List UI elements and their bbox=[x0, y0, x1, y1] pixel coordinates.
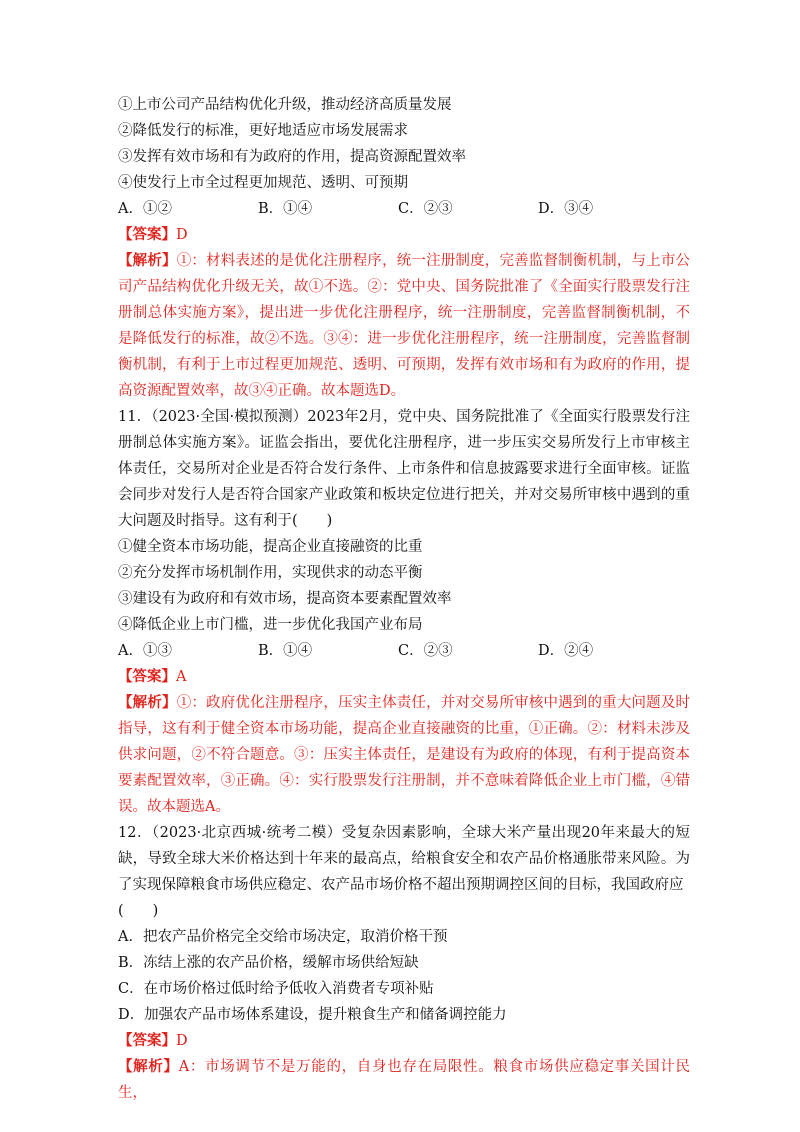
q10-option-d: D．③④ bbox=[538, 201, 594, 217]
q12-stem: 12．（2023·北京西城·统考二模）受复杂因素影响，全球大米产量出现20年来最大的短缺，导致全球大米价格达到十年来的最高点，给粮食安全和农产品价格通胀带来风险。为了实现保障粮食市场供应稳定、农产品市场价格不超出预期调控区间的目标，我国政府应 bbox=[118, 825, 690, 893]
q11-item-3: ③建设有为政府和有效市场，提高资本要素配置效率 bbox=[118, 591, 452, 607]
q10-option-b: B．①④ bbox=[258, 201, 313, 217]
q11-options bbox=[118, 638, 690, 664]
q12-option-a: A．把农产品价格完全交给市场决定，取消价格干预 bbox=[118, 929, 448, 945]
q11-option-c: C．②③ bbox=[398, 643, 453, 659]
q11-items bbox=[118, 534, 690, 638]
q10-analysis-tag: 【解析】 bbox=[118, 252, 177, 269]
q12-option-c: C．在市场价格过低时给予低收入消费者专项补贴 bbox=[118, 981, 434, 997]
q10-analysis bbox=[118, 248, 690, 404]
q12-analysis-tag: 【解析】 bbox=[118, 1058, 179, 1075]
q10-item-1: ①上市公司产品结构优化升级，推动经济高质量发展 bbox=[118, 97, 452, 113]
q10-option-a: A．①② bbox=[118, 201, 172, 217]
q11-item-1: ①健全资本市场功能，提高企业直接融资的比重 bbox=[118, 539, 423, 555]
q11-answer-value: A bbox=[176, 669, 187, 685]
q11-analysis-tag: 【解析】 bbox=[118, 694, 177, 711]
q12-analysis bbox=[118, 1054, 690, 1106]
q12-options bbox=[118, 924, 690, 1028]
q11-option-b: B．①④ bbox=[258, 643, 313, 659]
q11-option-a: A．①③ bbox=[118, 643, 172, 659]
q10-options bbox=[118, 196, 690, 222]
q11-answer-tag: 【答案】 bbox=[118, 668, 176, 685]
q11-answer bbox=[118, 664, 690, 690]
q12-blank: ( ) bbox=[118, 903, 159, 919]
q10-answer-tag: 【答案】 bbox=[118, 226, 176, 243]
page-content bbox=[118, 92, 690, 1106]
q11-analysis bbox=[118, 690, 690, 820]
q10-item-2: ②降低发行的标准，更好地适应市场发展需求 bbox=[118, 123, 408, 139]
q10-answer bbox=[118, 222, 690, 248]
q11-item-4: ④降低企业上市门槛，进一步优化我国产业布局 bbox=[118, 617, 423, 633]
q10-answer-value: D bbox=[176, 227, 188, 243]
q10-items bbox=[118, 92, 690, 196]
q12-answer bbox=[118, 1028, 690, 1054]
q12-option-b: B．冻结上涨的农产品价格，缓解市场供给短缺 bbox=[118, 955, 419, 971]
q10-analysis-text: ①：材料表述的是优化注册程序，统一注册制度，完善监督制衡机制，与上市公司产品结构优化升级无关，故①不选。②：党中央、国务院批准了《全面实行股票发行注册制总体实施方案》，提出进一步优化注册程序，统一注册制度，完善监督制衡机制，不是降低发行的标准，故②不选。③④：进一步优化注册程序，统一注册制度，完善监督制衡机制，有利于上市过程更加规范、透明、可预期，发挥有效市场和有为政府的作用，提高资源配置效率，故③④正确。故本题选D。 bbox=[118, 253, 691, 399]
q10-option-c: C．②③ bbox=[398, 201, 453, 217]
q12-option-d: D．加强农产品市场体系建设，提升粮食生产和储备调控能力 bbox=[118, 1007, 507, 1023]
q11-option-d: D．②④ bbox=[538, 643, 594, 659]
q11-analysis-text: ①：政府优化注册程序，压实主体责任，并对交易所审核中遇到的重大问题及时指导，这有利于健全资本市场功能，提高企业直接融资的比重，①正确。②：材料未涉及供求问题，②不符合题意。③：压实主体责任，是建设有为政府的体现，有利于提高资本要素配置效率，③正确。④：实行股票发行注册制，并不意味着降低企业上市门槛，④错误。故本题选A。 bbox=[118, 695, 691, 815]
q11-stem: 11．（2023·全国·模拟预测）2023年2月，党中央、国务院批准了《全面实行股票发行注册制总体实施方案》。证监会指出，要优化注册程序，进一步压实交易所发行上市审核主体责任，交易所对企业是否符合发行条件、上市条件和信息披露要求进行全面审核。证监会同步对发行人是否符合国家产业政策和板块定位进行把关，并对交易所审核中遇到的重大问题及时指导。这有利于( ) bbox=[118, 409, 690, 529]
q12-answer-tag: 【答案】 bbox=[118, 1032, 176, 1049]
q10-item-4: ④使发行上市全过程更加规范、透明、可预期 bbox=[118, 175, 408, 191]
q11-item-2: ②充分发挥市场机制作用，实现供求的动态平衡 bbox=[118, 565, 423, 581]
q12-answer-value: D bbox=[176, 1033, 188, 1049]
q10-item-3: ③发挥有效市场和有为政府的作用，提高资源配置效率 bbox=[118, 149, 466, 165]
q12-analysis-text: A：市场调节不是万能的，自身也存在局限性。粮食市场供应稳定事关国计民生， bbox=[118, 1059, 691, 1101]
